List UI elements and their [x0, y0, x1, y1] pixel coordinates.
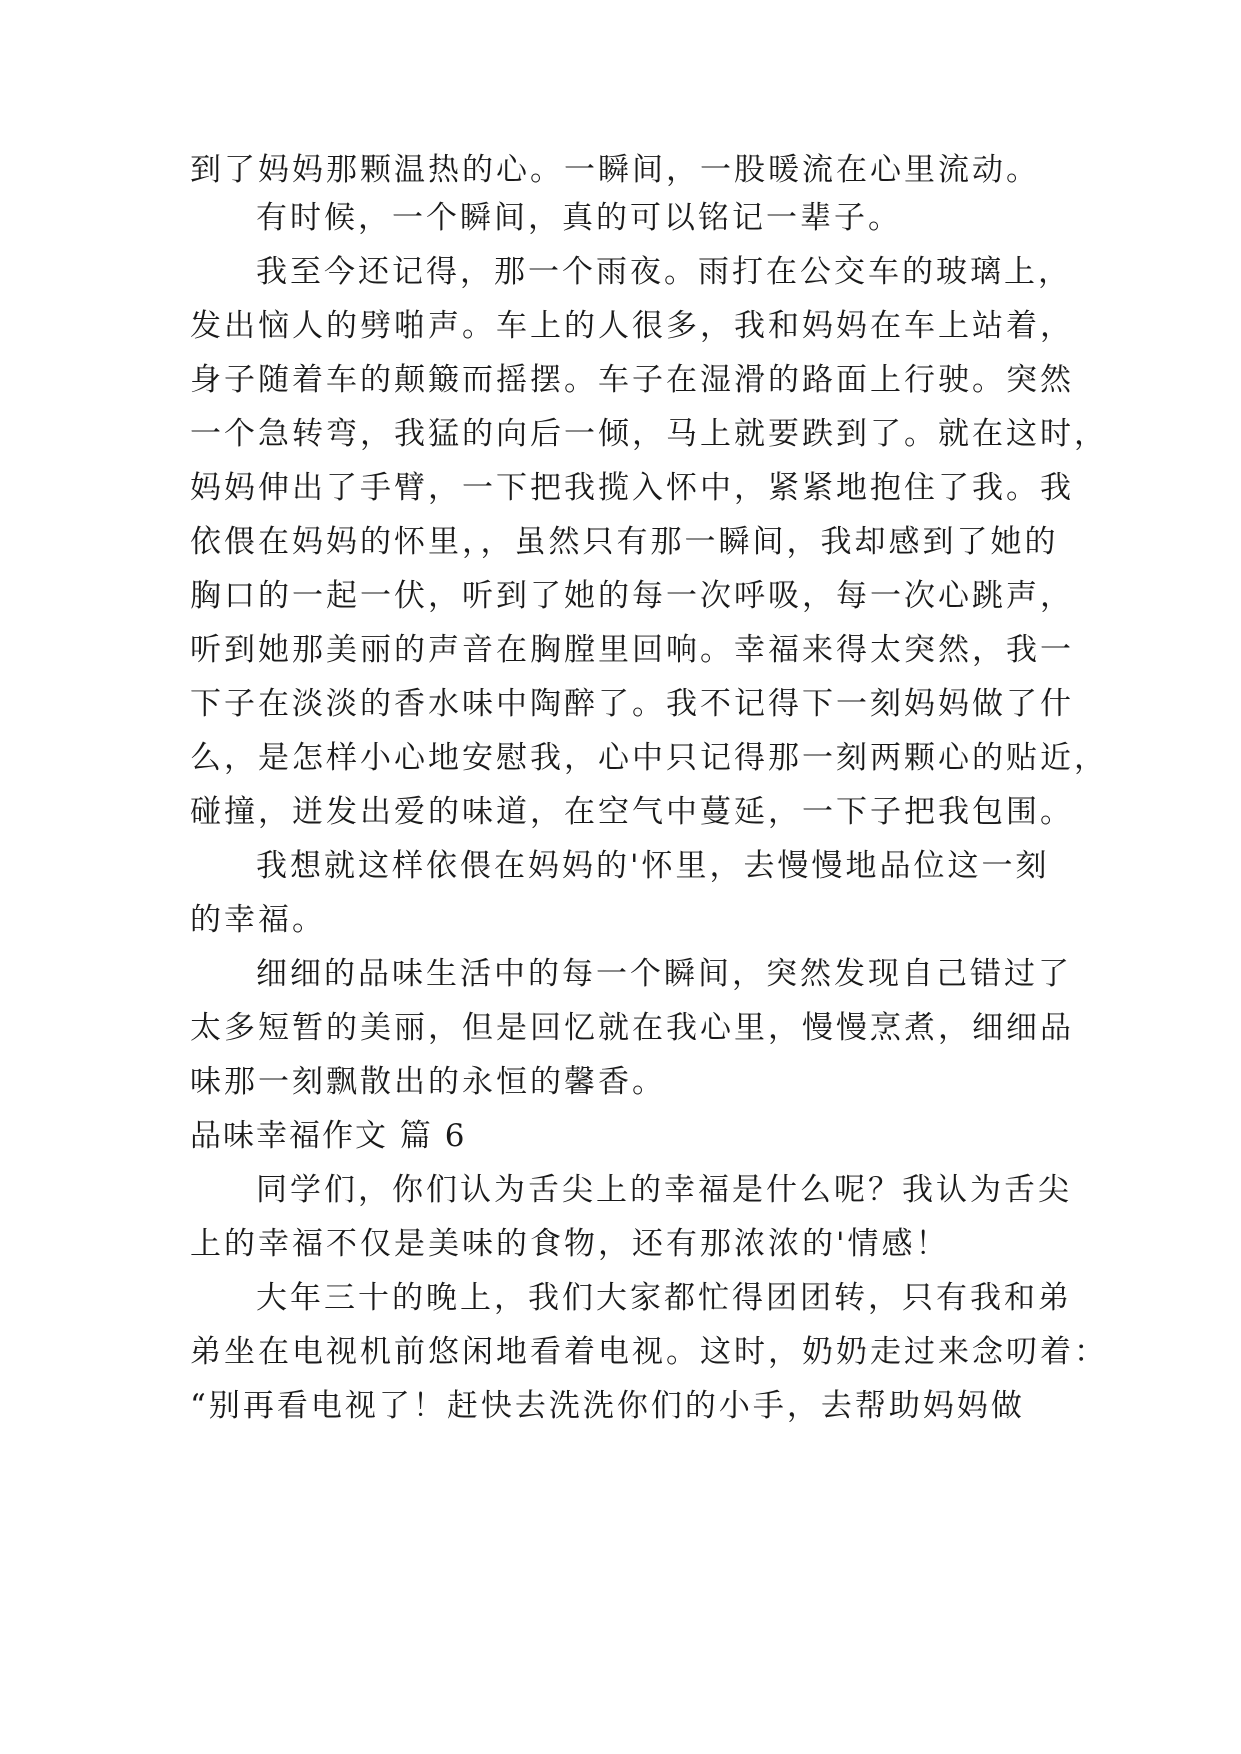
paragraph-line: 同学们，你们认为舌尖上的幸福是什么呢？我认为舌尖 [256, 1172, 1072, 1208]
paragraph-line: 弟坐在电视机前悠闲地看着电视。这时，奶奶走过来念叨着： [190, 1334, 1108, 1370]
paragraph-line: 碰撞，迸发出爱的味道，在空气中蔓延，一下子把我包围。 [190, 794, 1074, 830]
paragraph-line: 有时候，一个瞬间，真的可以铭记一辈子。 [256, 200, 902, 236]
paragraph-line: 么，是怎样小心地安慰我，心中只记得那一刻两颗心的贴近， [190, 740, 1108, 776]
paragraph-line: 身子随着车的颠簸而摇摆。车子在湿滑的路面上行驶。突然 [190, 362, 1074, 398]
section-heading: 品味幸福作文 篇 6 [190, 1118, 467, 1154]
paragraph-line: 上的幸福不仅是美味的食物，还有那浓浓的'情感！ [190, 1226, 950, 1262]
paragraph-line: 到了妈妈那颗温热的心。一瞬间，一股暖流在心里流动。 [190, 152, 1040, 188]
paragraph-line: 发出恼人的劈啪声。车上的人很多，我和妈妈在车上站着， [190, 308, 1074, 344]
paragraph-line: “别再看电视了！赶快去洗洗你们的小手，去帮助妈妈做 [190, 1388, 1025, 1424]
paragraph-line: 细细的品味生活中的每一个瞬间，突然发现自己错过了 [256, 956, 1072, 992]
paragraph-line: 妈妈伸出了手臂，一下把我揽入怀中，紧紧地抱住了我。我 [190, 470, 1074, 506]
paragraph-line: 的幸福。 [190, 902, 326, 938]
paragraph-line: 太多短暂的美丽，但是回忆就在我心里，慢慢烹煮，细细品 [190, 1010, 1074, 1046]
paragraph-line: 味那一刻飘散出的永恒的馨香。 [190, 1064, 666, 1100]
paragraph-line: 大年三十的晚上，我们大家都忙得团团转，只有我和弟 [256, 1280, 1072, 1316]
paragraph-line: 我想就这样依偎在妈妈的'怀里，去慢慢地品位这一刻 [256, 848, 1050, 884]
paragraph-line: 依偎在妈妈的怀里，，虽然只有那一瞬间，我却感到了她的 [190, 524, 1059, 560]
paragraph-line: 一个急转弯，我猛的向后一倾，马上就要跌到了。就在这时， [190, 416, 1108, 452]
paragraph-line: 胸口的一起一伏，听到了她的每一次呼吸，每一次心跳声， [190, 578, 1074, 614]
paragraph-line: 下子在淡淡的香水味中陶醉了。我不记得下一刻妈妈做了什 [190, 686, 1074, 722]
paragraph-line: 听到她那美丽的声音在胸膛里回响。幸福来得太突然，我一 [190, 632, 1074, 668]
paragraph-line: 我至今还记得，那一个雨夜。雨打在公交车的玻璃上， [256, 254, 1072, 290]
